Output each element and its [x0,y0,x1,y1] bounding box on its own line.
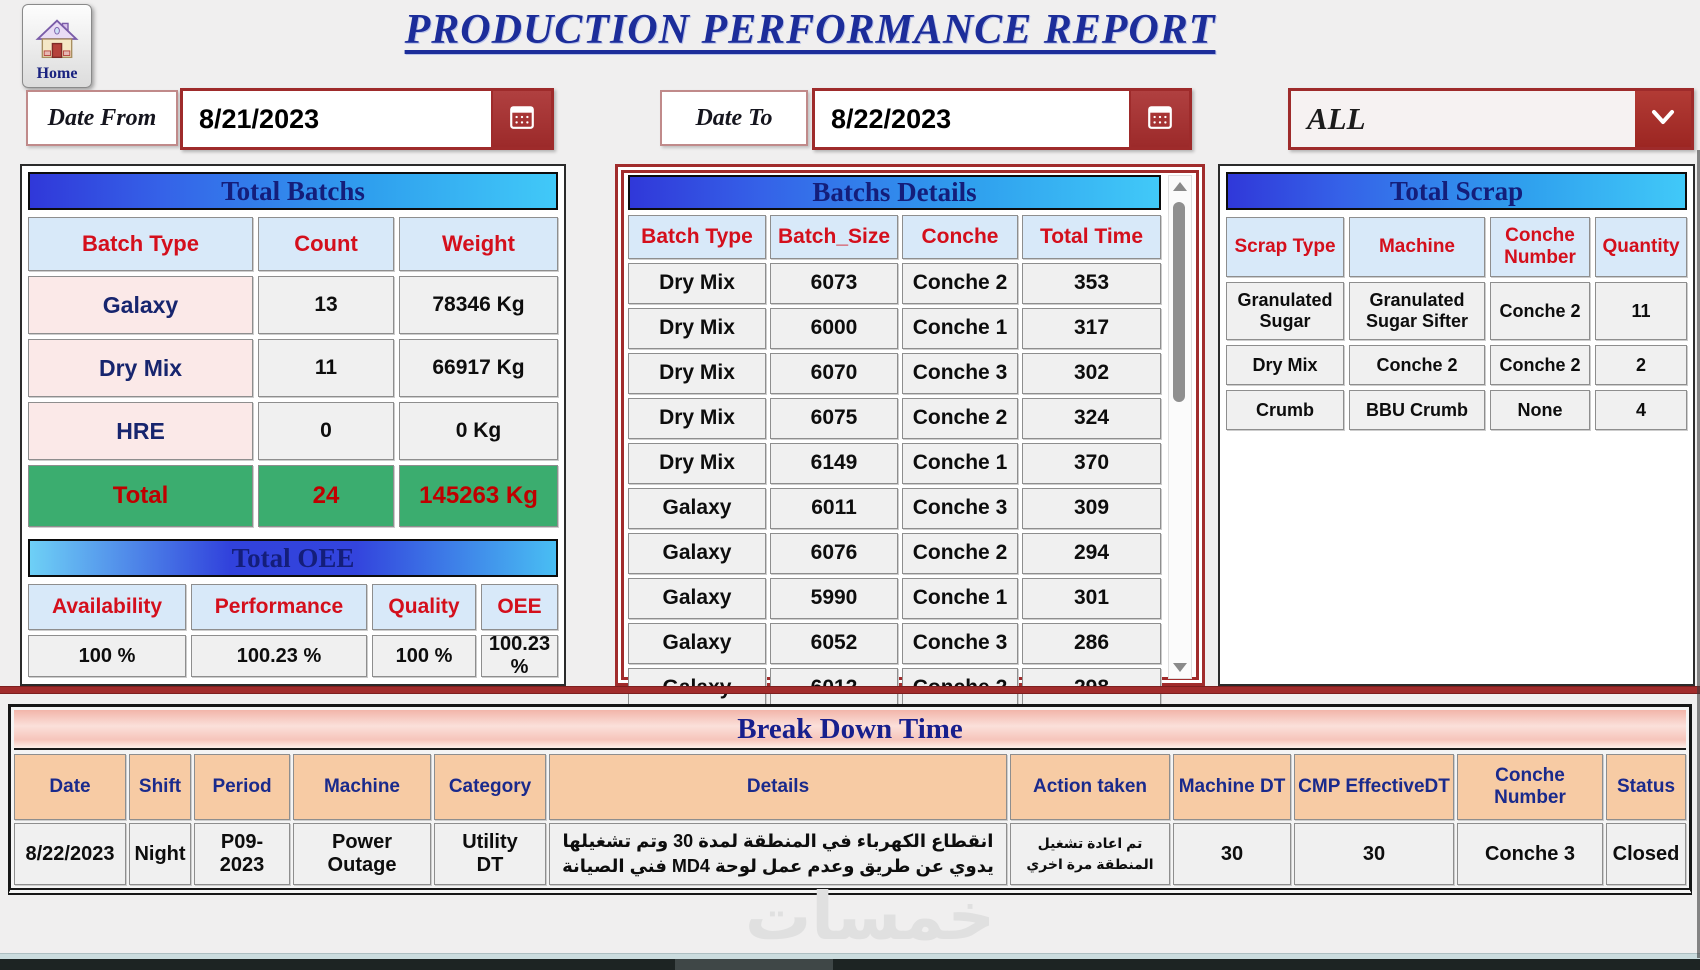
breakdown-category: Utility DT [434,823,546,885]
table-cell: Conche 2 [902,398,1018,439]
batchs-details-title: Batchs Details [628,175,1161,210]
total-batchs-panel [20,164,566,686]
date-from-value: 8/21/2023 [199,103,320,134]
table-cell: Dry Mix [28,339,253,397]
breakdown-cmp-effective-dt: 30 [1294,823,1454,885]
table-cell: Conche 2 [902,263,1018,304]
table-cell: None [1490,390,1590,430]
table-cell: Conche 3 [902,623,1018,664]
table-cell: 353 [1022,263,1161,304]
table-cell: 317 [1022,308,1161,349]
breakdown-details: انقطاع الكهرباء في المنطقة لمدة 30 وتم تشغيلها يدوي عن طريق وعدم عمل لوحة MD4 فني الصيانة [549,823,1007,885]
table-cell: 370 [1022,443,1161,484]
total-scrap-table [1226,217,1687,430]
column-header: Weight [399,217,558,271]
date-to-calendar-button[interactable] [1129,91,1189,147]
table-cell: Dry Mix [628,263,766,304]
total-batchs-title: Total Batchs [28,172,558,210]
date-from-calendar-button[interactable] [491,91,551,147]
table-cell: 6075 [770,398,898,439]
table-cell: 324 [1022,398,1161,439]
column-header: Machine [1349,217,1485,277]
table-cell: Galaxy [628,578,766,619]
column-header: Machine DT [1173,754,1291,820]
table-cell: 302 [1022,353,1161,394]
breakdown-title: Break Down Time [14,710,1686,750]
panels-bottom-divider [0,686,1700,694]
table-cell: 286 [1022,623,1161,664]
table-cell: 4 [1595,390,1687,430]
column-header: Scrap Type [1226,217,1344,277]
dropdown-arrow-button[interactable] [1635,91,1691,147]
table-cell: Conche 1 [902,443,1018,484]
table-cell: 6076 [770,533,898,574]
table-cell: 11 [258,339,394,397]
total-row-cell: 145263 Kg [399,465,558,527]
breakdown-action-taken: تم اعادة تشغيل المنطقة مرة اخري [1010,823,1170,885]
column-header: Availability [28,584,186,630]
watermark-text: خمسات [744,879,996,953]
scroll-up-icon[interactable] [1173,182,1187,191]
batchs-details-scrollbar[interactable] [1168,175,1192,679]
table-cell: Galaxy [628,488,766,529]
table-cell: Granulated Sugar Sifter [1349,282,1485,340]
breakdown-table [14,754,1686,885]
filter-dropdown[interactable] [1288,88,1694,150]
column-header: Batch Type [28,217,253,271]
table-cell: 11 [1595,282,1687,340]
column-header: Period [194,754,290,820]
table-cell: Conche 2 [902,533,1018,574]
column-header: Category [434,754,546,820]
oee-value: 100 % [372,635,476,677]
column-header: Details [549,754,1007,820]
date-from-input[interactable] [180,88,554,150]
table-cell: 301 [1022,578,1161,619]
date-to-input[interactable] [812,88,1192,150]
batchs-details-table [628,215,1161,709]
home-button-label: Home [36,65,78,82]
breakdown-status: Closed [1606,823,1686,885]
total-scrap-title: Total Scrap [1226,172,1687,210]
table-cell: HRE [28,402,253,460]
home-button[interactable] [22,4,92,88]
table-cell: Dry Mix [628,443,766,484]
table-cell: 0 [258,402,394,460]
table-cell: Conche 3 [902,353,1018,394]
table-cell: 294 [1022,533,1161,574]
table-cell: Dry Mix [628,353,766,394]
table-cell: 6052 [770,623,898,664]
table-cell: 6000 [770,308,898,349]
column-header: Quality [372,584,476,630]
table-cell: Dry Mix [628,398,766,439]
table-cell: 6073 [770,263,898,304]
breakdown-period: P09-2023 [194,823,290,885]
table-cell: Granulated Sugar [1226,282,1344,340]
column-header: Quantity [1595,217,1687,277]
oee-value: 100.23 % [191,635,367,677]
table-cell: BBU Crumb [1349,390,1485,430]
table-cell: Conche 2 [1490,282,1590,340]
home-icon [35,19,79,65]
table-cell: Dry Mix [1226,345,1344,385]
total-oee-table [28,584,558,677]
scrollbar-thumb[interactable] [1173,202,1185,402]
total-scrap-panel [1218,164,1695,686]
breakdown-conche-number: Conche 3 [1457,823,1603,885]
total-oee-title: Total OEE [28,539,558,577]
column-header: Date [14,754,126,820]
table-cell: Galaxy [28,276,253,334]
table-cell: 5990 [770,578,898,619]
table-cell: Galaxy [628,623,766,664]
breakdown-panel [8,704,1692,895]
table-cell: Crumb [1226,390,1344,430]
column-header: Machine [293,754,431,820]
date-to-value: 8/22/2023 [831,103,952,134]
table-cell: Dry Mix [628,308,766,349]
column-header: Batch_Size [770,215,898,259]
scroll-down-icon[interactable] [1173,663,1187,672]
breakdown-date: 8/22/2023 [14,823,126,885]
table-cell: Galaxy [628,533,766,574]
date-from-label: Date From [26,90,178,146]
table-cell: 0 Kg [399,402,558,460]
column-header: Conche [902,215,1018,259]
bottom-bar-segment [675,959,833,970]
column-header: OEE [481,584,558,630]
total-batchs-table [28,217,558,527]
oee-value: 100 % [28,635,186,677]
column-header: Total Time [1022,215,1161,259]
table-cell: 66917 Kg [399,339,558,397]
breakdown-machine-dt: 30 [1173,823,1291,885]
table-cell: Conche 2 [1349,345,1485,385]
column-header: Shift [129,754,191,820]
table-cell: Conche 1 [902,578,1018,619]
total-row-cell: 24 [258,465,394,527]
column-header: CMP EffectiveDT [1294,754,1454,820]
date-to-label: Date To [660,90,808,146]
breakdown-shift: Night [129,823,191,885]
column-header: Conche Number [1457,754,1603,820]
chevron-down-icon [1650,104,1676,135]
table-cell: 13 [258,276,394,334]
bottom-bar [0,959,1700,970]
calendar-icon [1146,103,1174,136]
calendar-icon [508,103,536,136]
table-cell: 2 [1595,345,1687,385]
table-cell: 78346 Kg [399,276,558,334]
filter-dropdown-value: ALL [1307,101,1366,136]
table-cell: Conche 2 [1490,345,1590,385]
total-row-cell: Total [28,465,253,527]
column-header: Batch Type [628,215,766,259]
page-title: PRODUCTION PERFORMANCE REPORT [404,7,1216,53]
breakdown-machine: Power Outage [293,823,431,885]
column-header: Status [1606,754,1686,820]
batchs-details-panel [615,164,1205,686]
column-header: Action taken [1010,754,1170,820]
table-cell: 6070 [770,353,898,394]
table-cell: 6011 [770,488,898,529]
table-cell: Conche 3 [902,488,1018,529]
oee-value: 100.23 % [481,635,558,677]
column-header: Performance [191,584,367,630]
table-cell: Conche 1 [902,308,1018,349]
table-cell: 6149 [770,443,898,484]
table-cell: 309 [1022,488,1161,529]
column-header: Conche Number [1490,217,1590,277]
column-header: Count [258,217,394,271]
